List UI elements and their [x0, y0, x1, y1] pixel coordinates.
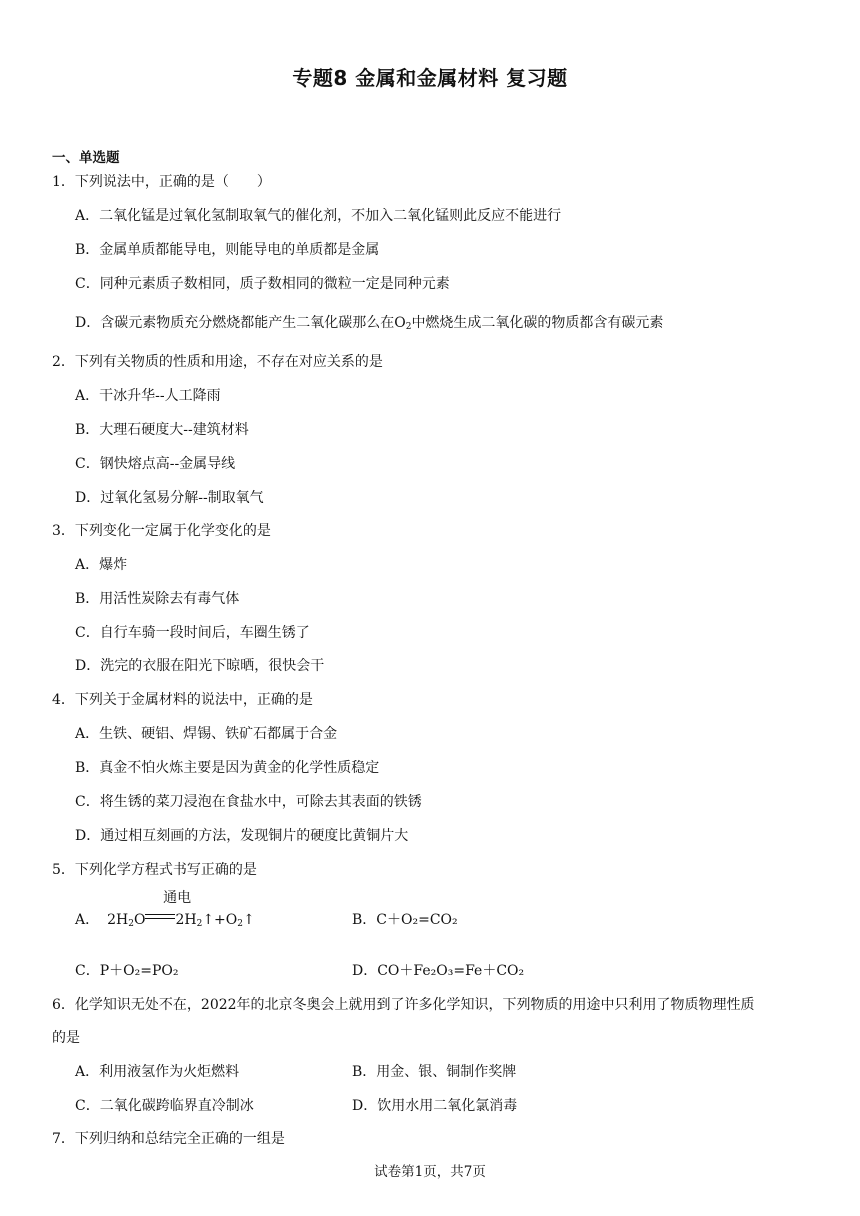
- question-1-option-d: [75, 311, 820, 339]
- question-3-option-d: D．洗完的衣服在阳光下晾晒，很快会干: [75, 658, 325, 674]
- question-5-option-a: [75, 890, 335, 936]
- question-6-stem-line1: 6．化学知识无处不在，2022年的北京冬奥会上就用到了许多化学知识，下列物质的用途中只利用了物质物理性质: [52, 997, 755, 1013]
- question-4-stem: 4．下列关于金属材料的说法中，正确的是: [52, 692, 313, 708]
- question-7-stem: 7．下列归纳和总结完全正确的一组是: [52, 1131, 285, 1147]
- question-3-option-b: B．用活性炭除去有毒气体: [75, 591, 240, 607]
- question-3-option-c: C．自行车骑一段时间后，车圈生锈了: [75, 625, 310, 641]
- question-6-stem-line2: 的是: [52, 1030, 80, 1046]
- question-2-option-c: C．钢快熔点高--金属导线: [75, 456, 236, 472]
- section-heading: 一、单选题: [52, 150, 120, 166]
- condition-label: 通电: [163, 890, 192, 906]
- question-3-option-a: A．爆炸: [75, 557, 128, 573]
- question-6-option-a: A．利用液氢作为火炬燃料: [75, 1064, 240, 1080]
- question-4-option-a: A．生铁、硬铝、焊锡、铁矿石都属于合金: [75, 726, 338, 742]
- question-1-option-c: C．同种元素质子数相同，质子数相同的微粒一定是同种元素: [75, 276, 450, 292]
- question-5-stem: 5．下列化学方程式书写正确的是: [52, 862, 257, 878]
- question-5-option-b: B．C＋O₂=CO₂: [352, 912, 458, 928]
- question-4-option-c: C．将生锈的菜刀浸泡在食盐水中，可除去其表面的铁锈: [75, 794, 422, 810]
- question-3-stem: 3．下列变化一定属于化学变化的是: [52, 523, 271, 539]
- question-5-option-c: C．P＋O₂=PO₂: [75, 963, 179, 979]
- question-2-option-a: A．干冰升华--人工降雨: [75, 388, 221, 404]
- question-6-option-d: D．饮用水用二氧化氯消毒: [352, 1098, 518, 1114]
- option-d-subscript: 2: [405, 322, 412, 332]
- page-title: 专题8 金属和金属材料 复习题: [292, 66, 568, 90]
- electrolysis-equation: 通电 $2H_2O$ $2H_2↑+O_2↑$: [107, 908, 255, 936]
- question-6-option-c: C．二氧化碳跨临界直冷制冰: [75, 1098, 254, 1114]
- question-2-option-d: D．过氧化氢易分解--制取氧气: [75, 490, 264, 506]
- question-1-stem: 1．下列说法中，正确的是（ ）: [52, 174, 271, 190]
- option-d-text-post: 中燃烧生成二氧化碳的物质都含有碳元素: [411, 315, 664, 331]
- option-d-text-pre: D．含碳元素物质充分燃烧都能产生二氧化碳那么在O: [75, 315, 406, 331]
- question-4-option-b: B．真金不怕火炼主要是因为黄金的化学性质稳定: [75, 760, 380, 776]
- question-2-option-b: B．大理石硬度大--建筑材料: [75, 422, 249, 438]
- question-1-option-b: B．金属单质都能导电，则能导电的单质都是金属: [75, 242, 380, 258]
- equals-lines: [145, 913, 175, 921]
- page-footer: 试卷第1页，共7页: [374, 1164, 486, 1180]
- question-4-option-d: D．通过相互刻画的方法，发现铜片的硬度比黄铜片大: [75, 828, 409, 844]
- question-1-option-a: A．二氧化锰是过氧化氢制取氧气的催化剂，不加入二氧化锰则此反应不能进行: [75, 208, 562, 224]
- option-a-label: A．: [75, 912, 100, 928]
- question-2-stem: 2．下列有关物质的性质和用途，不存在对应关系的是: [52, 354, 383, 370]
- question-5-option-d: D．CO＋Fe₂O₃=Fe＋CO₂: [352, 963, 525, 979]
- question-6-option-b: B．用金、银、铜制作奖牌: [352, 1064, 517, 1080]
